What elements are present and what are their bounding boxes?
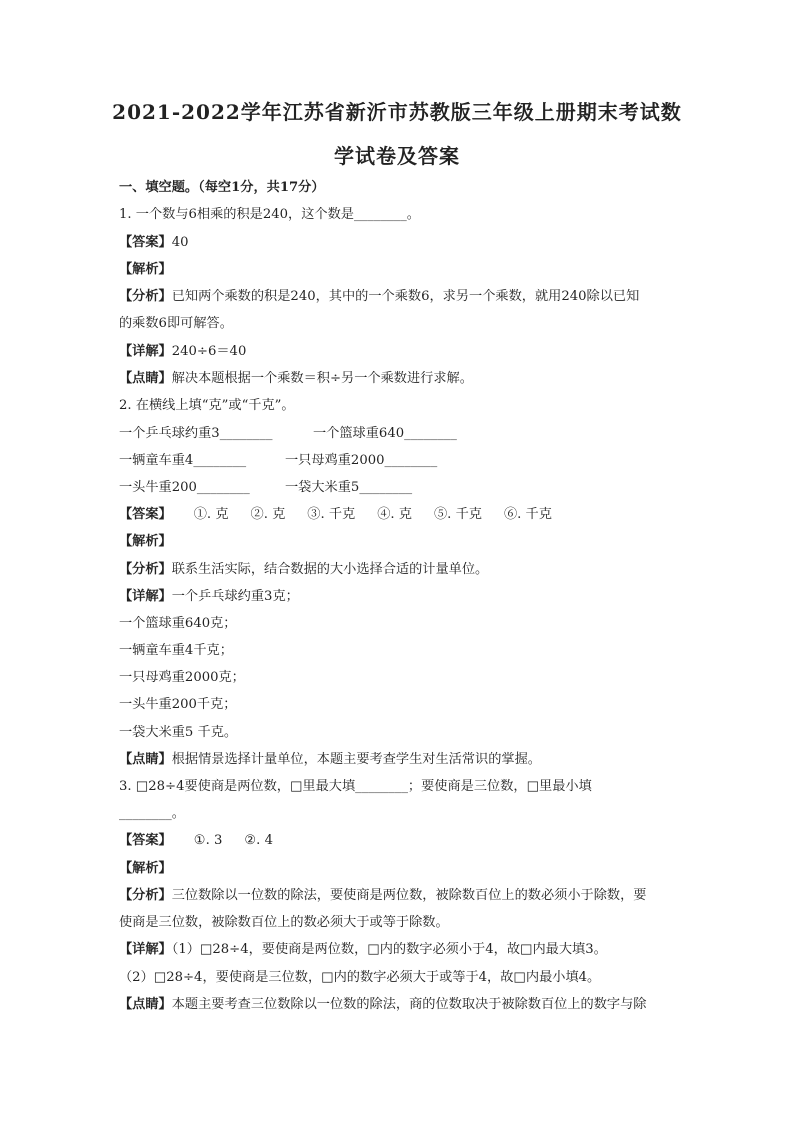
q2-detail-4: 一只母鸡重2000克； [119, 670, 245, 685]
q1-answer [119, 233, 189, 253]
answer-tag: 【答案】 [119, 507, 172, 522]
q3-xiangjie-1 [119, 940, 607, 960]
q2-detail-2: 一个篮球重640克； [119, 616, 237, 631]
q3-question-1: 3. □28÷4要使商是两位数，□里最大填________；要使商是三位数，□里最小填 [119, 779, 592, 794]
fenxi-text: 联系生活实际，结合数据的大小选择合适的计量单位。 [171, 562, 489, 577]
q2-row3-a: 一头牛重200________ [119, 480, 250, 495]
q2-fenxi [119, 560, 488, 580]
q1-fenxi-2: 的乘数6即可解答。 [119, 316, 233, 331]
answer-item: ①. 克 [193, 507, 229, 522]
answer-item: ②. 4 [244, 833, 273, 848]
q3-dianjing [119, 995, 647, 1015]
q2-row1-a: 一个乒乓球约重3________ [119, 426, 273, 441]
q3-fenxi-1 [119, 886, 647, 906]
q2-row1-b: 一个篮球重640________ [313, 426, 457, 441]
dianjing-text: 根据情景选择计量单位，本题主要考查学生对生活常识的掌握。 [171, 752, 541, 767]
q2-detail-5: 一头牛重200千克； [119, 697, 237, 712]
dianjing-text: 解决本题根据一个乘数＝积÷另一个乘数进行求解。 [171, 371, 473, 386]
answer-value: 40 [171, 235, 189, 250]
answer-item: ③. 千克 [307, 507, 356, 522]
q3-question-2: ________。 [119, 806, 185, 821]
dianjing-text: 本题主要考查三位数除以一位数的除法，商的位数取决于被除数百位上的数字与除 [171, 997, 647, 1012]
q1-fenxi-1 [119, 287, 639, 307]
answer-item: ④. 克 [377, 507, 412, 522]
q1-xiangjie [119, 342, 246, 362]
q2-row2-b: 一只母鸡重2000________ [285, 453, 438, 468]
q3-xiangjie-2: （2）□28÷4，要使商是三位数，□内的数字必须大于或等于4，故□内最小填4。 [119, 970, 601, 985]
q3-answer [119, 831, 273, 851]
detail-text: 一个乒乓球约重3克； [171, 589, 299, 604]
q1-question: 1. 一个数与6相乘的积是240，这个数是________。 [119, 207, 420, 222]
fenxi-tag: 【分析】 [119, 289, 172, 304]
q2-analysis-tag: 【解析】 [119, 534, 172, 549]
dianjing-tag: 【点睛】 [119, 752, 172, 767]
q2-detail-3: 一辆童车重4千克； [119, 643, 233, 658]
q3-fenxi-2: 使商是三位数，被除数百位上的数必须大于或等于除数。 [119, 915, 449, 930]
q2-dianjing [119, 750, 541, 770]
q2-row2-a: 一辆童车重4________ [119, 453, 247, 468]
q2-detail-6: 一袋大米重5 千克。 [119, 725, 238, 740]
answer-tag: 【答案】 [119, 833, 172, 848]
answer-item: ②. 克 [250, 507, 286, 522]
fenxi-text: 已知两个乘数的积是240，其中的一个乘数6，求另一个乘数，就用240除以已知 [171, 289, 640, 304]
page-title-line-1: 2021-2022学年江苏省新沂市苏教版三年级上册期末考试数 [112, 100, 682, 124]
dianjing-tag: 【点睛】 [119, 997, 172, 1012]
q1-dianjing [119, 369, 473, 389]
answer-item: ⑤. 千克 [434, 507, 482, 522]
xiangjie-tag: 【详解】 [119, 942, 172, 957]
xiangjie-text: （1）□28÷4，要使商是两位数，□内的数字必须小于4，故□内最大填3。 [171, 942, 607, 957]
xiangjie-tag: 【详解】 [119, 589, 172, 604]
q2-row3-b: 一袋大米重5________ [285, 480, 413, 495]
page-title-line-2: 学试卷及答案 [334, 144, 460, 168]
dianjing-tag: 【点睛】 [119, 371, 172, 386]
fenxi-tag: 【分析】 [119, 888, 172, 903]
xiangjie-text: 240÷6＝40 [171, 344, 247, 359]
q3-analysis-tag: 【解析】 [119, 861, 172, 876]
answer-item: ①. 3 [193, 833, 223, 848]
section-heading: 一、填空题。（每空1分，共17分） [119, 180, 325, 195]
fenxi-text: 三位数除以一位数的除法，要使商是两位数，被除数百位上的数必须小于除数，要 [171, 888, 647, 903]
q2-answer [119, 505, 552, 525]
answer-item: ⑥. 千克 [503, 507, 552, 522]
xiangjie-tag: 【详解】 [119, 344, 172, 359]
q2-detail-1 [119, 587, 299, 607]
q2-question: 2. 在横线上填“克”或“千克”。 [119, 398, 295, 413]
q1-analysis-tag: 【解析】 [119, 262, 172, 277]
fenxi-tag: 【分析】 [119, 562, 172, 577]
answer-tag: 【答案】 [119, 235, 172, 250]
